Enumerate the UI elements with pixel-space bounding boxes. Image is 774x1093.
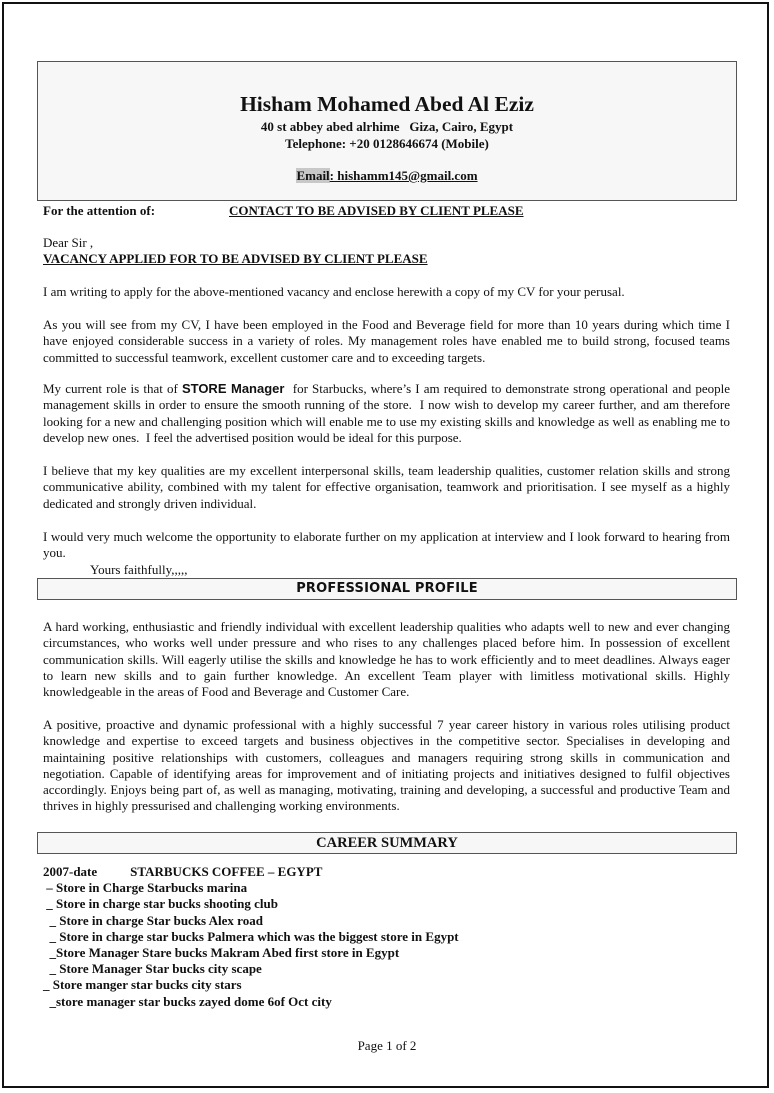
email-line [38, 168, 736, 184]
page-number: Page 1 of 2 [357, 1038, 417, 1053]
career-list-item: _store manager star bucks zayed dome 6of Oct city [43, 994, 332, 1009]
letter-paragraph-2: As you will see from my CV, I have been employed in the Food and Beverage field for more than 10 years during which time I have enjoyed considerable success in a variety of roles. My management roles have enabled me to build strong, focused teams committed to successful teamwork, excellent customer care and to exceeding targets. [43, 317, 730, 365]
address: 40 st abbey abed alrhime Giza, Cairo, Egypt [260, 119, 514, 134]
telephone: Telephone: +20 0128646674 (Mobile) [285, 136, 489, 151]
salutation: Dear Sir , [43, 235, 94, 250]
p3-rest: for Starbucks, where’s I am required to demonstrate strong operational and people management skills in order to ensure the smooth running of the store. I now wish to develop my career further, and am therefore looking for a new and challenging position which will enable me to use my existing skills and knowledge as well as enabling me to develop new ones. I feel the advertised position would be ideal for this purpose. [43, 381, 734, 445]
career-entry-heading [43, 864, 322, 880]
career-list-item: _ Store in charge star bucks shooting club [43, 896, 278, 911]
profile-paragraph-2: A positive, proactive and dynamic professional with a highly successful 7 year career history in various roles utilising product knowledge and expertise to exceed targets and business objectives in the competitive sector. Specialises in developing and maintaining positive relationships with customers, colleagues and managers requiring strong skills in communication and negotiation. Capable of identifying areas for improvement and of initiating projects and initiatives designed to fulfil objectives accordingly. Enjoys being part of, as well as managing, motivating, training and developing, a successful and productive Team and thrives in highly pressurised and challenging working environments. [43, 717, 730, 814]
attention-label: For the attention of: [43, 203, 156, 218]
letter-paragraph-5: I would very much welcome the opportunity to elaborate further on my application at interview and I look forward to hearing from you. [43, 529, 730, 561]
p3-intro: My current role is that of [43, 381, 182, 396]
current-role: STORE Manager [181, 381, 285, 396]
career-list-item: _ Store in charge Star bucks Alex road [43, 913, 263, 928]
email-link[interactable]: : hishamm145@gmail.com [329, 168, 478, 183]
attention-value: CONTACT TO BE ADVISED BY CLIENT PLEASE [229, 203, 524, 218]
career-list-item: _ Store manger star bucks city stars [43, 977, 242, 992]
section-header-career-summary: CAREER SUMMARY [37, 832, 737, 854]
career-period: 2007-date [43, 864, 98, 879]
letter-paragraph-1: I am writing to apply for the above-mentioned vacancy and enclose herewith a copy of my CV for your perusal. [43, 284, 625, 299]
section-header-professional-profile: PROFESSIONAL PROFILE [37, 578, 737, 600]
career-list-item: _Store Manager Stare bucks Makram Abed first store in Egypt [43, 945, 400, 960]
career-list-item: _ Store in charge star bucks Palmera which was the biggest store in Egypt [43, 929, 459, 944]
email-label: Email [296, 168, 330, 183]
letter-paragraph-3 [43, 381, 734, 446]
applicant-name: Hisham Mohamed Abed Al Eziz [240, 92, 534, 116]
profile-paragraph-1: A hard working, enthusiastic and friendly individual with excellent leadership qualities who adapts well to new and ever changing circumstances, who works well under pressure and who rises to any challenges placed before him. In possession of excellent communication skills. Will eagerly utilise the skills and knowledge he has to work efficiently and to meet deadlines. Always eager to learn new skills and to gain further knowledge. An excellent Team player with limitless motivational skills. Highly knowledgeable in the areas of Food and Beverage and Customer Care. [43, 619, 730, 700]
career-employer: STARBUCKS COFFEE – EGYPT [130, 864, 323, 879]
career-list-item: – Store in Charge Starbucks marina [43, 880, 248, 895]
closing: Yours faithfully,,,,, [90, 562, 188, 577]
contact-header-box [37, 61, 737, 201]
career-list-item: _ Store Manager Star bucks city scape [43, 961, 262, 976]
vacancy-line: VACANCY APPLIED FOR TO BE ADVISED BY CLIENT PLEASE [43, 251, 428, 266]
letter-paragraph-4: I believe that my key qualities are my excellent interpersonal skills, team leadership qualities, customer relation skills and strong communicative ability, combined with my talent for effective organisation, teamwork and prioritisation. I see myself as a highly dedicated and strongly driven individual. [43, 463, 730, 511]
